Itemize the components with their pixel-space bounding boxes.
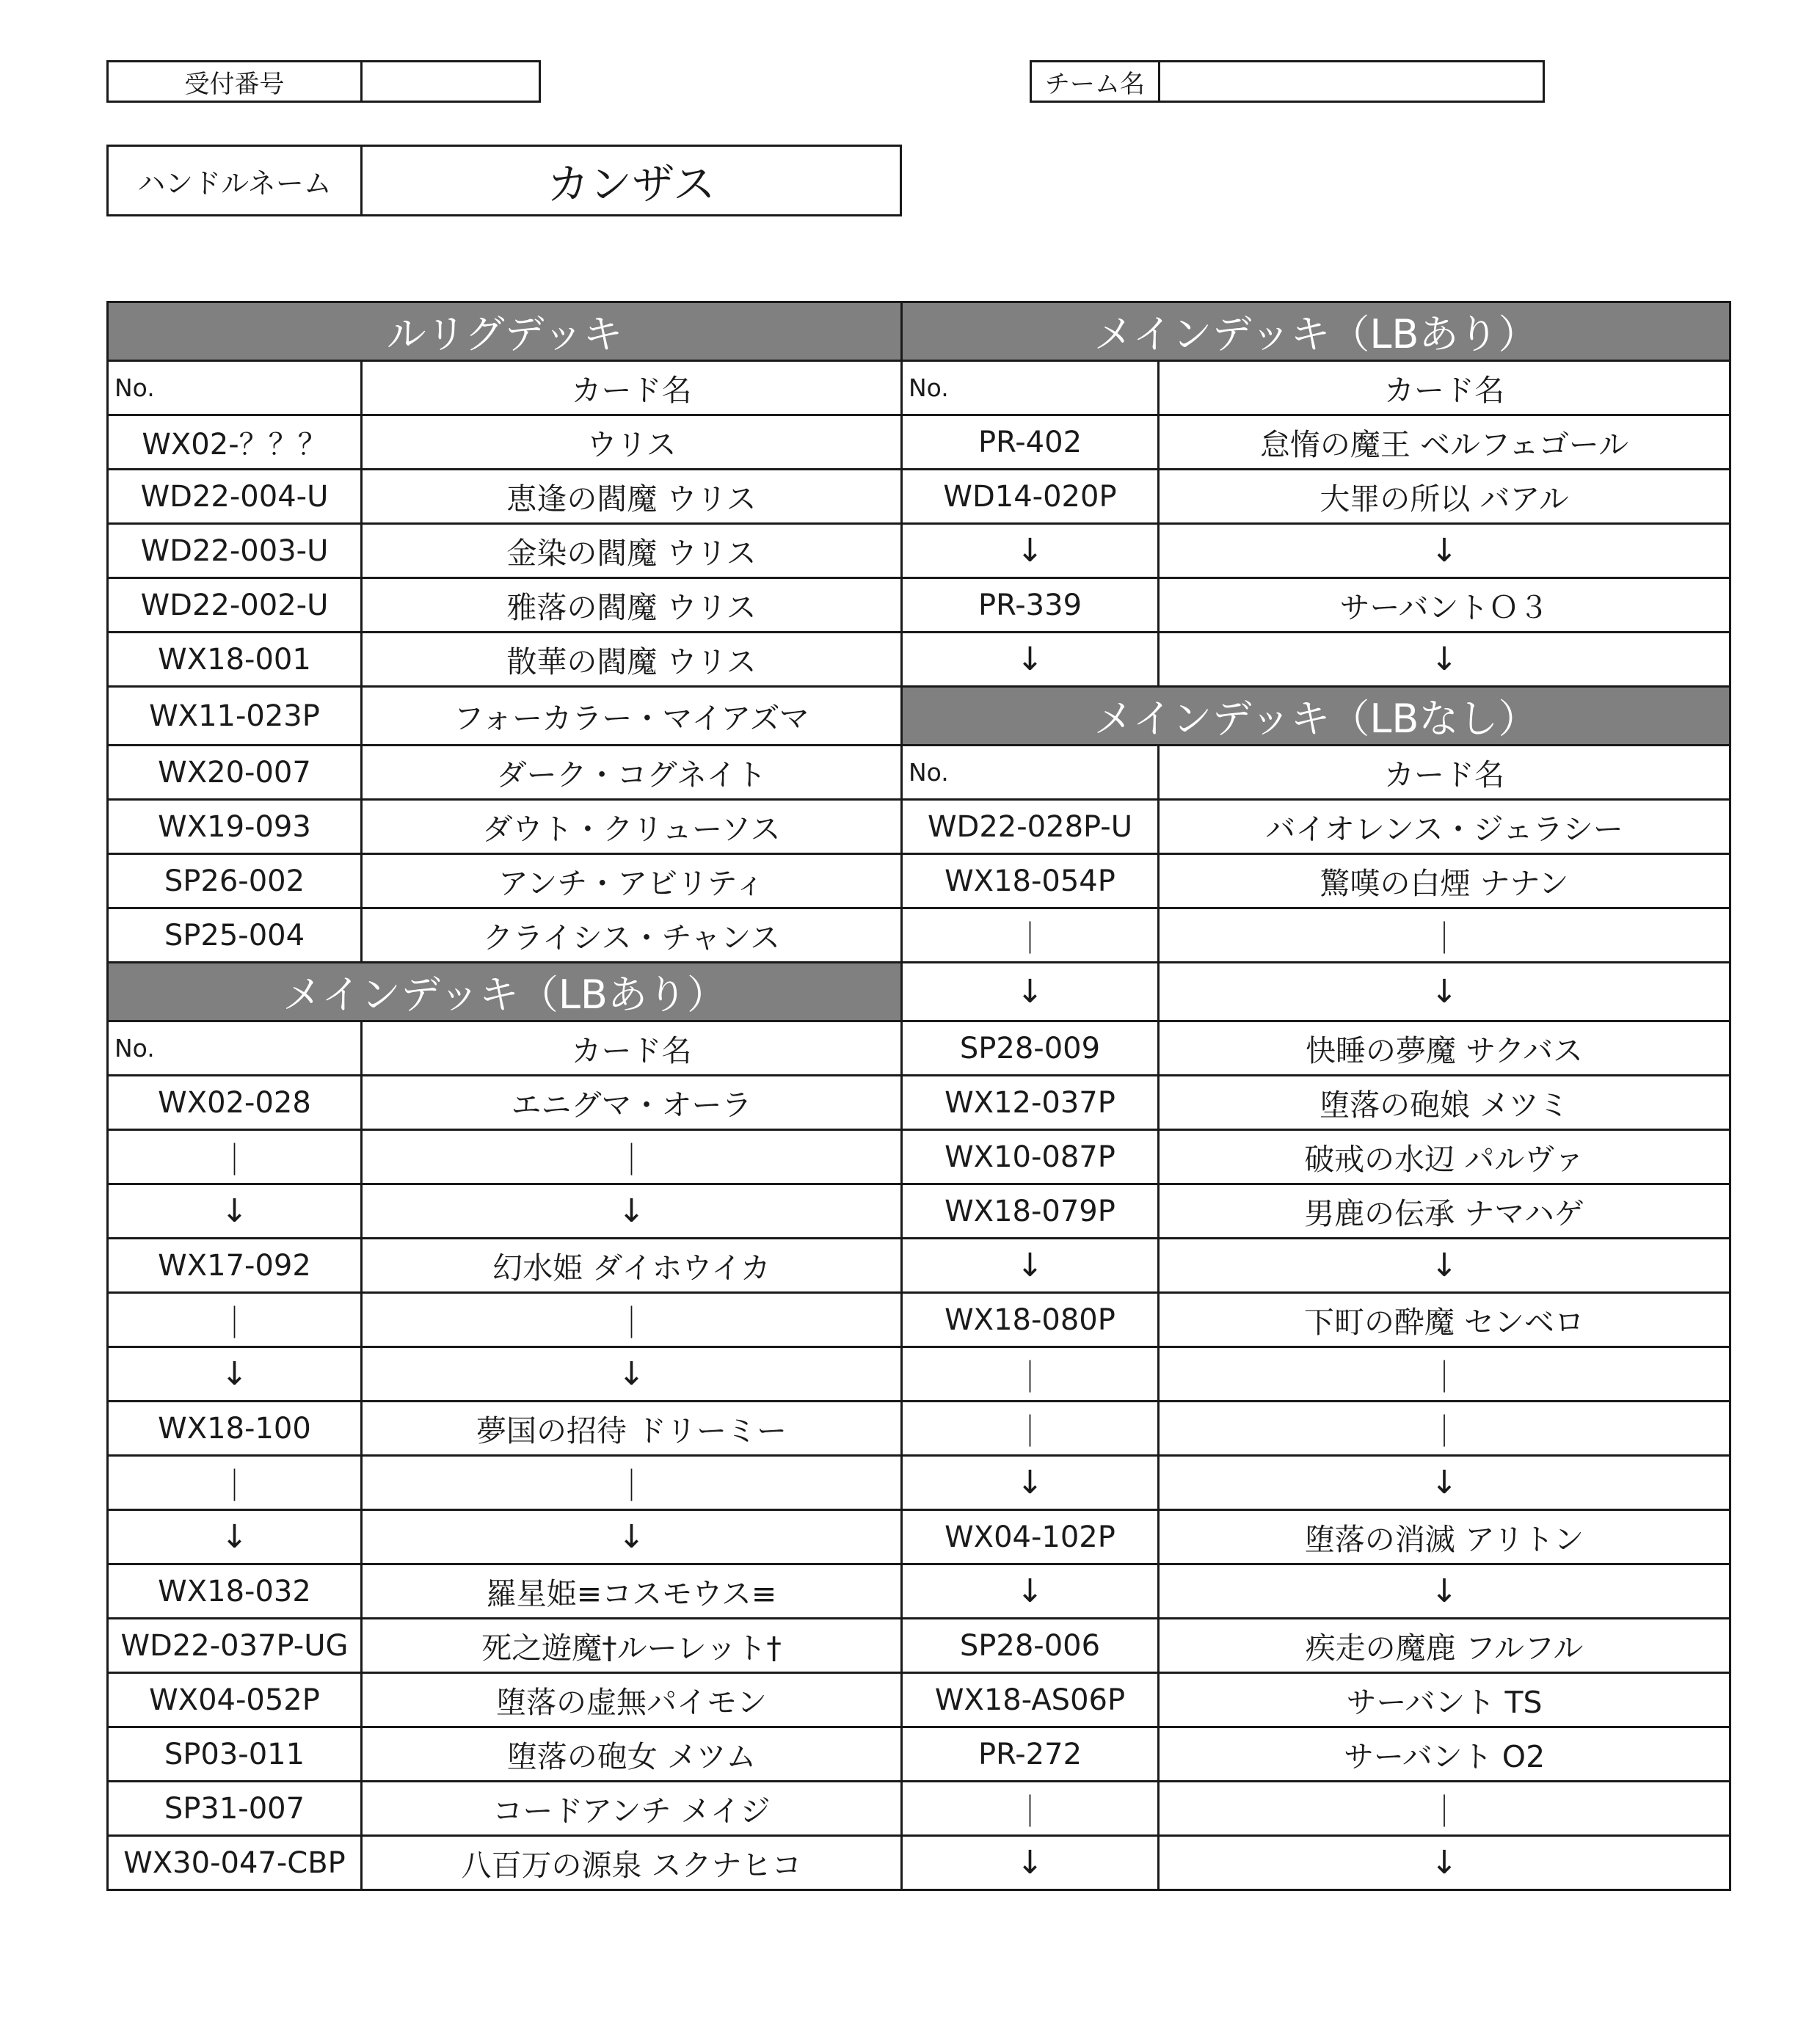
card-number-cell: ↓ <box>902 524 1159 578</box>
card-number-cell: WX18-080P <box>902 1293 1159 1347</box>
deck-table-row <box>108 1402 1730 1456</box>
card-number-cell: ↓ <box>902 1836 1159 1890</box>
card-number-cell: WX18-032 <box>108 1564 362 1619</box>
card-number-cell: SP28-006 <box>902 1619 1159 1673</box>
card-number-cell: ↓ <box>902 633 1159 687</box>
card-name-cell: サーバントＯ３ <box>1159 578 1730 633</box>
card-number-cell: WX02-？？？ <box>108 415 362 470</box>
deck-table-row <box>108 1347 1730 1402</box>
team-name-field <box>1030 60 1545 103</box>
deck-table-row <box>108 1293 1730 1347</box>
card-name-cell: コードアンチ メイジ <box>362 1782 902 1836</box>
card-name-cell: ｜ <box>1159 1402 1730 1456</box>
deck-table-row <box>108 1727 1730 1782</box>
card-name-cell: 八百万の源泉 スクナヒコ <box>362 1836 902 1890</box>
card-name-cell: 男鹿の伝承 ナマハゲ <box>1159 1184 1730 1239</box>
card-number-cell: WX02-028 <box>108 1076 362 1130</box>
card-name-cell: 金染の閻魔 ウリス <box>362 524 902 578</box>
card-number-cell: ｜ <box>108 1130 362 1184</box>
deck-table-row <box>108 1673 1730 1727</box>
column-header-no: No. <box>902 746 1159 800</box>
right-main-deck-lb-header: メインデッキ（LBあり） <box>902 302 1730 361</box>
card-name-cell: 堕落の虚無パイモン <box>362 1673 902 1727</box>
card-number-cell: ｜ <box>902 1402 1159 1456</box>
card-name-cell: 堕落の消滅 アリトン <box>1159 1510 1730 1564</box>
deck-table-row <box>108 524 1730 578</box>
deck-table-row <box>108 908 1730 963</box>
card-number-cell: WD22-037P-UG <box>108 1619 362 1673</box>
handle-name-field <box>106 145 902 216</box>
card-name-cell: 大罪の所以 バアル <box>1159 470 1730 524</box>
card-name-cell: 堕落の砲娘 メツミ <box>1159 1076 1730 1130</box>
deck-table-row <box>108 1076 1730 1130</box>
card-number-cell: ↓ <box>108 1347 362 1402</box>
deck-table-row <box>108 1021 1730 1076</box>
card-number-cell: WX18-054P <box>902 854 1159 908</box>
handle-name-value[interactable]: カンザス <box>547 159 716 209</box>
card-number-cell: WX10-087P <box>902 1130 1159 1184</box>
deck-table-row <box>108 302 1730 361</box>
card-name-cell: 散華の閻魔 ウリス <box>362 633 902 687</box>
card-name-cell: ウリス <box>362 415 902 470</box>
card-number-cell: ↓ <box>902 1456 1159 1510</box>
card-number-cell: ｜ <box>902 1782 1159 1836</box>
card-number-cell: WX17-092 <box>108 1239 362 1293</box>
card-number-cell: ｜ <box>108 1456 362 1510</box>
card-number-cell: WD14-020P <box>902 470 1159 524</box>
deck-table-row <box>108 963 1730 1021</box>
deck-table-row <box>108 1239 1730 1293</box>
card-name-cell: クライシス・チャンス <box>362 908 902 963</box>
card-name-cell: ダウト・クリューソス <box>362 800 902 854</box>
deck-table-row <box>108 578 1730 633</box>
card-name-cell: ↓ <box>362 1510 902 1564</box>
column-header-card-name: カード名 <box>362 361 902 415</box>
card-name-cell: ↓ <box>1159 633 1730 687</box>
card-number-cell: WX18-001 <box>108 633 362 687</box>
deck-table-row <box>108 1130 1730 1184</box>
card-number-cell: SP26-002 <box>108 854 362 908</box>
column-header-card-name: カード名 <box>1159 746 1730 800</box>
card-name-cell: ↓ <box>1159 1239 1730 1293</box>
card-number-cell: WX12-037P <box>902 1076 1159 1130</box>
deck-table-row <box>108 1619 1730 1673</box>
card-number-cell: SP25-004 <box>108 908 362 963</box>
card-name-cell: ↓ <box>362 1184 902 1239</box>
card-name-cell: 疾走の魔鹿 フルフル <box>1159 1619 1730 1673</box>
card-number-cell: WX04-102P <box>902 1510 1159 1564</box>
deck-table-row <box>108 361 1730 415</box>
deck-table-row <box>108 415 1730 470</box>
card-name-cell: ダーク・コグネイト <box>362 746 902 800</box>
card-name-cell: ｜ <box>362 1456 902 1510</box>
column-header-card-name: カード名 <box>362 1021 902 1076</box>
card-number-cell: ↓ <box>108 1510 362 1564</box>
handle-name-label: ハンドルネーム <box>109 147 363 214</box>
deck-table-row <box>108 1564 1730 1619</box>
deck-table-row <box>108 687 1730 746</box>
card-name-cell: 恵逢の閻魔 ウリス <box>362 470 902 524</box>
card-number-cell: PR-272 <box>902 1727 1159 1782</box>
deck-table-row <box>108 1782 1730 1836</box>
main-deck-nolb-header: メインデッキ（LBなし） <box>902 687 1730 746</box>
column-header-no: No. <box>108 361 362 415</box>
card-name-cell: サーバント O2 <box>1159 1727 1730 1782</box>
left-main-deck-lb-header: メインデッキ（LBあり） <box>108 963 902 1021</box>
deck-table-row <box>108 800 1730 854</box>
deck-table-row <box>108 633 1730 687</box>
card-name-cell: バイオレンス・ジェラシー <box>1159 800 1730 854</box>
card-name-cell: エニグマ・オーラ <box>362 1076 902 1130</box>
card-name-cell: ↓ <box>1159 1564 1730 1619</box>
card-name-cell: ｜ <box>1159 908 1730 963</box>
card-number-cell: ｜ <box>902 908 1159 963</box>
card-number-cell: ↓ <box>902 1239 1159 1293</box>
deck-list-table <box>106 301 1731 1891</box>
card-name-cell: 幻水姫 ダイホウイカ <box>362 1239 902 1293</box>
column-header-no: No. <box>902 361 1159 415</box>
card-number-cell: WX18-AS06P <box>902 1673 1159 1727</box>
card-name-cell: ↓ <box>1159 524 1730 578</box>
card-name-cell: 雅落の閻魔 ウリス <box>362 578 902 633</box>
card-name-cell: 怠惰の魔王 ベルフェゴール <box>1159 415 1730 470</box>
card-number-cell: WX20-007 <box>108 746 362 800</box>
card-number-cell: WD22-004-U <box>108 470 362 524</box>
card-number-cell: WX30-047-CBP <box>108 1836 362 1890</box>
card-name-cell: 下町の酔魔 センベロ <box>1159 1293 1730 1347</box>
reception-number-field <box>106 60 541 103</box>
card-number-cell: WD22-003-U <box>108 524 362 578</box>
card-name-cell: ｜ <box>1159 1782 1730 1836</box>
card-number-cell: WD22-028P-U <box>902 800 1159 854</box>
card-number-cell: WX18-079P <box>902 1184 1159 1239</box>
card-name-cell: ↓ <box>1159 1456 1730 1510</box>
card-name-cell: 驚嘆の白煙 ナナン <box>1159 854 1730 908</box>
card-name-cell: ↓ <box>1159 1836 1730 1890</box>
card-number-cell: WX18-100 <box>108 1402 362 1456</box>
lrig-deck-header: ルリグデッキ <box>108 302 902 361</box>
column-header-card-name: カード名 <box>1159 361 1730 415</box>
deck-table-row <box>108 1510 1730 1564</box>
column-header-no: No. <box>108 1021 362 1076</box>
card-name-cell: フォーカラー・マイアズマ <box>362 687 902 746</box>
reception-number-label: 受付番号 <box>109 62 363 101</box>
card-name-cell: ↓ <box>362 1347 902 1402</box>
card-name-cell: ｜ <box>362 1130 902 1184</box>
card-number-cell: ↓ <box>902 1564 1159 1619</box>
card-name-cell: 羅星姫≡コスモウス≡ <box>362 1564 902 1619</box>
deck-table-row <box>108 746 1730 800</box>
card-number-cell: ↓ <box>902 963 1159 1021</box>
card-name-cell: サーバント TS <box>1159 1673 1730 1727</box>
card-number-cell: SP03-011 <box>108 1727 362 1782</box>
card-number-cell: PR-402 <box>902 415 1159 470</box>
deck-table-row <box>108 1836 1730 1890</box>
card-name-cell: 快睡の夢魔 サクバス <box>1159 1021 1730 1076</box>
card-number-cell: PR-339 <box>902 578 1159 633</box>
card-name-cell: ↓ <box>1159 963 1730 1021</box>
card-number-cell: SP28-009 <box>902 1021 1159 1076</box>
deck-table-row <box>108 1184 1730 1239</box>
card-name-cell: 死之遊魔†ルーレット† <box>362 1619 902 1673</box>
card-number-cell: WX19-093 <box>108 800 362 854</box>
team-name-input[interactable] <box>1160 62 1543 101</box>
deck-table-row <box>108 470 1730 524</box>
card-number-cell: WD22-002-U <box>108 578 362 633</box>
card-name-cell: 破戒の水辺 パルヴァ <box>1159 1130 1730 1184</box>
card-name-cell: アンチ・アビリティ <box>362 854 902 908</box>
card-number-cell: ｜ <box>902 1347 1159 1402</box>
reception-number-input[interactable] <box>363 62 539 101</box>
deck-table-row <box>108 1456 1730 1510</box>
card-number-cell: ↓ <box>108 1184 362 1239</box>
card-name-cell: 夢国の招待 ドリーミー <box>362 1402 902 1456</box>
card-name-cell: ｜ <box>362 1293 902 1347</box>
card-number-cell: WX11-023P <box>108 687 362 746</box>
team-name-label: チーム名 <box>1032 62 1160 101</box>
card-number-cell: WX04-052P <box>108 1673 362 1727</box>
card-number-cell: SP31-007 <box>108 1782 362 1836</box>
card-name-cell: 堕落の砲女 メツム <box>362 1727 902 1782</box>
card-name-cell: ｜ <box>1159 1347 1730 1402</box>
card-number-cell: ｜ <box>108 1293 362 1347</box>
deck-table-row <box>108 854 1730 908</box>
